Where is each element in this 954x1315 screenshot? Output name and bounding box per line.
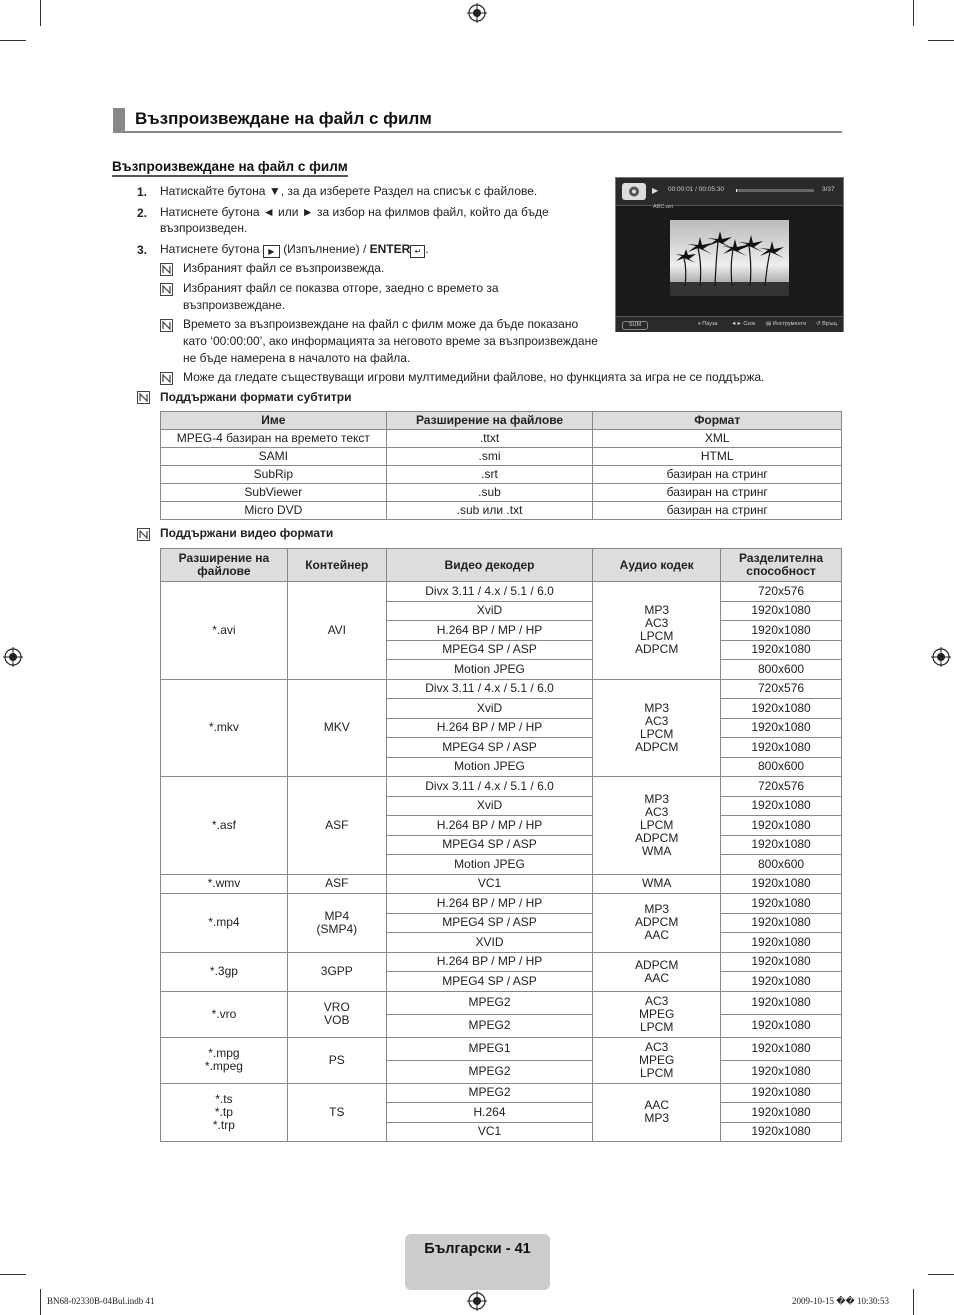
cell-decoder: MPEG4 SP / ASP — [386, 835, 593, 855]
cell-extension — [161, 777, 288, 875]
cell-extension — [161, 1083, 288, 1142]
subtitle-formats-table — [160, 411, 842, 520]
cell-audio — [593, 952, 721, 991]
cell-line: *.mpeg — [204, 1059, 243, 1073]
cell-decoder: Divx 3.11 / 4.x / 5.1 / 6.0 — [386, 582, 593, 602]
col-header-resolution: Разделителна способност — [721, 549, 842, 582]
cell-resolution: 1920x1080 — [721, 1122, 842, 1142]
cell-container — [287, 991, 386, 1037]
cell-extension — [161, 894, 288, 953]
cell-line: VRO — [323, 1000, 350, 1014]
cell-line: ADPCM — [635, 642, 679, 657]
cell-line: VOB — [324, 1013, 350, 1027]
cell-audio — [593, 1037, 721, 1083]
cell-line: AC3 — [645, 1039, 669, 1054]
page-title: Възпроизвеждане на файл с филм — [135, 109, 432, 128]
cell-line: MP4 — [324, 908, 350, 923]
col-header: Формат — [593, 412, 842, 430]
cell-decoder: H.264 BP / MP / HP — [386, 894, 593, 914]
note-icon — [137, 528, 150, 541]
cell-audio — [593, 1083, 721, 1142]
return-hint[interactable]: ↺ Връщ. — [816, 321, 839, 327]
table-cell: базиран на стринг — [593, 484, 842, 502]
cell-decoder: XVID — [386, 933, 593, 953]
cell-resolution: 720x576 — [721, 582, 842, 602]
cell-decoder: Divx 3.11 / 4.x / 5.1 / 6.0 — [386, 777, 593, 797]
cell-resolution: 1920x1080 — [721, 718, 842, 738]
video-frame-palm-trees — [670, 220, 789, 296]
step-number: 2. — [137, 206, 148, 220]
cell-resolution: 1920x1080 — [721, 816, 842, 836]
table-cell: .sub или .txt — [386, 502, 593, 520]
cell-audio — [593, 679, 721, 777]
table-cell: .sub — [386, 484, 593, 502]
registration-mark-icon — [3, 647, 23, 667]
player-top-bar — [616, 178, 843, 206]
cell-line: ASF — [325, 876, 349, 891]
skip-hint-label: Скок — [743, 321, 756, 327]
cell-decoder: Motion JPEG — [386, 855, 593, 875]
cell-line: MPEG — [639, 1006, 675, 1021]
table-cell: .smi — [386, 448, 593, 466]
cell-resolution: 1920x1080 — [721, 621, 842, 641]
cell-container — [287, 582, 386, 680]
col-header-container: Контейнер — [287, 549, 386, 582]
cell-line: *.avi — [212, 622, 236, 637]
cell-line: *.tp — [214, 1104, 233, 1119]
step-number: 3. — [137, 243, 148, 257]
note-icon — [160, 372, 173, 385]
note-text: като ‘00:00:00’, ако информацията за неговото време за възпроизвеждане — [183, 334, 598, 348]
cell-audio — [593, 991, 721, 1037]
cell-line: MP3 — [644, 700, 670, 715]
subtitle-formats-label: Поддържани формати субтитри — [160, 390, 352, 404]
cell-line: *.ts — [215, 1091, 233, 1106]
note-text: Избраният файл се показва отгоре, заедно с времето за — [183, 281, 499, 295]
cell-resolution: 1920x1080 — [721, 796, 842, 816]
cell-resolution: 1920x1080 — [721, 894, 842, 914]
cell-line: AC3 — [645, 616, 669, 631]
cell-line: LPCM — [640, 817, 674, 832]
cell-line: LPCM — [640, 726, 674, 741]
cell-line: ADPCM — [635, 739, 679, 754]
cell-decoder: H.264 — [386, 1103, 593, 1123]
cell-audio — [593, 894, 721, 953]
play-state-icon: ▶ — [652, 186, 659, 195]
table-row — [161, 952, 842, 972]
video-thumbnail-icon — [622, 183, 646, 200]
cell-resolution: 800x600 — [721, 757, 842, 777]
cell-line: MP3 — [644, 791, 670, 806]
cell-extension — [161, 582, 288, 680]
cell-decoder: MPEG2 — [386, 1014, 593, 1037]
return-hint-label: Връщ. — [822, 321, 839, 327]
cell-resolution: 1920x1080 — [721, 601, 842, 621]
step-text-part: Натиснете бутона — [160, 242, 260, 256]
cell-line: *.mp4 — [208, 915, 240, 930]
cell-decoder: MPEG4 SP / ASP — [386, 738, 593, 758]
cell-resolution: 1920x1080 — [721, 933, 842, 953]
cell-resolution: 1920x1080 — [721, 913, 842, 933]
cell-resolution: 1920x1080 — [721, 1014, 842, 1037]
player-screenshot — [615, 177, 844, 332]
cell-line: WMA — [642, 876, 672, 891]
table-row — [161, 777, 842, 797]
step-text: Натискайте бутона ▼, за да изберете Раздел на списък с файлове. — [160, 184, 538, 198]
cell-line: AC3 — [645, 713, 669, 728]
table-row — [161, 448, 842, 466]
cell-line: AC3 — [645, 993, 669, 1008]
pause-hint-label: Пауза — [702, 321, 718, 327]
cell-decoder: MPEG2 — [386, 991, 593, 1014]
cell-resolution: 1920x1080 — [721, 991, 842, 1014]
cell-line: PS — [328, 1052, 345, 1067]
crop-mark — [40, 1289, 41, 1315]
table-cell: XML — [593, 430, 842, 448]
cell-decoder: XviD — [386, 601, 593, 621]
table-row — [161, 582, 842, 602]
cell-line: ADPCM — [635, 957, 679, 972]
cell-extension — [161, 991, 288, 1037]
step-text — [160, 241, 429, 258]
col-header-audio: Аудио кодек — [593, 549, 721, 582]
cell-decoder: Motion JPEG — [386, 757, 593, 777]
cell-line: ASF — [325, 817, 349, 832]
cell-container — [287, 894, 386, 953]
cell-resolution: 1920x1080 — [721, 738, 842, 758]
note-text: Избраният файл се възпроизвежда. — [183, 261, 385, 275]
cell-extension — [161, 874, 288, 894]
table-cell: MPEG-4 базиран на времето текст — [161, 430, 387, 448]
table-row — [161, 679, 842, 699]
cell-resolution: 720x576 — [721, 777, 842, 797]
cell-resolution: 1920x1080 — [721, 1103, 842, 1123]
cell-decoder: MPEG4 SP / ASP — [386, 972, 593, 992]
table-cell: .srt — [386, 466, 593, 484]
cell-resolution: 1920x1080 — [721, 699, 842, 719]
enter-key-label: ENTER — [369, 242, 411, 256]
file-counter: 3/37 — [822, 186, 835, 193]
cell-line: *.vro — [211, 1006, 237, 1021]
col-header-decoder: Видео декодер — [386, 549, 593, 582]
cell-decoder: VC1 — [386, 874, 593, 894]
crop-mark — [40, 0, 41, 26]
table-row — [161, 502, 842, 520]
date-info: 2009-10-15 �� 10:30:53 — [792, 1296, 889, 1306]
cell-resolution: 1920x1080 — [721, 952, 842, 972]
crop-mark — [913, 1289, 914, 1315]
table-cell: Micro DVD — [161, 502, 387, 520]
cell-line: MPEG — [639, 1052, 675, 1067]
page-number: Български - 41 — [424, 1241, 531, 1257]
title-underline — [113, 131, 842, 133]
crop-mark — [928, 1274, 954, 1275]
cell-decoder: H.264 BP / MP / HP — [386, 816, 593, 836]
cell-line: AAC — [644, 970, 670, 985]
table-row — [161, 1083, 842, 1103]
cell-extension — [161, 952, 288, 991]
table-row — [161, 991, 842, 1014]
crop-mark — [0, 40, 26, 41]
table-cell: базиран на стринг — [593, 466, 842, 484]
table-row — [161, 894, 842, 914]
progress-track — [736, 189, 814, 192]
video-formats-table — [160, 548, 842, 1142]
cell-line: LPCM — [640, 1065, 674, 1080]
cell-line: LPCM — [640, 629, 674, 644]
col-header: Име — [161, 412, 387, 430]
cell-line: LPCM — [640, 1019, 674, 1034]
table-cell: SubRip — [161, 466, 387, 484]
table-row — [161, 1037, 842, 1060]
cell-line: ADPCM — [635, 915, 679, 930]
title-bar-accent — [113, 108, 125, 132]
cell-line: (SMP4) — [316, 921, 358, 936]
table-cell: HTML — [593, 448, 842, 466]
table-cell: базиран на стринг — [593, 502, 842, 520]
cell-container — [287, 1037, 386, 1083]
note-icon — [160, 263, 173, 276]
cell-line: AVI — [327, 622, 347, 637]
progress-fill — [736, 189, 737, 192]
registration-mark-icon — [931, 647, 951, 667]
cell-container — [287, 1083, 386, 1142]
cell-resolution: 1920x1080 — [721, 1083, 842, 1103]
play-button-icon: ▶ — [263, 245, 280, 258]
crop-mark — [0, 1274, 26, 1275]
table-cell: SubViewer — [161, 484, 387, 502]
cell-decoder: Motion JPEG — [386, 660, 593, 680]
cell-resolution: 1920x1080 — [721, 835, 842, 855]
cell-extension — [161, 1037, 288, 1083]
cell-container — [287, 952, 386, 991]
step-text-part: . — [425, 242, 429, 256]
cell-decoder: H.264 BP / MP / HP — [386, 718, 593, 738]
cell-decoder: Divx 3.11 / 4.x / 5.1 / 6.0 — [386, 679, 593, 699]
cell-decoder: MPEG1 — [386, 1037, 593, 1060]
step-text: възпроизведен. — [160, 221, 248, 235]
cell-line: AAC — [644, 928, 670, 943]
cell-line: *.3gp — [209, 964, 238, 978]
cell-resolution: 1920x1080 — [721, 1037, 842, 1060]
cell-container — [287, 679, 386, 777]
cell-line: *.mkv — [208, 720, 239, 735]
cell-decoder: XviD — [386, 699, 593, 719]
cell-line: MKV — [323, 720, 350, 735]
cell-line: TS — [329, 1104, 345, 1119]
enter-key-icon: ↵ — [410, 245, 425, 258]
cell-line: AAC — [644, 1098, 670, 1113]
cell-audio — [593, 874, 721, 894]
cell-decoder: H.264 BP / MP / HP — [386, 621, 593, 641]
tools-hint[interactable]: ▤ Инструменти — [766, 321, 807, 327]
table-row — [161, 874, 842, 894]
cell-decoder: MPEG4 SP / ASP — [386, 913, 593, 933]
cell-decoder: MPEG2 — [386, 1060, 593, 1083]
cell-line: AC3 — [645, 804, 669, 819]
step-text-part: (Изпълнение) / — [283, 242, 367, 256]
cell-decoder: MPEG2 — [386, 1083, 593, 1103]
cell-decoder: VC1 — [386, 1122, 593, 1142]
video-formats-label: Поддържани видео формати — [160, 526, 334, 540]
note-text: Може да гледате съществуващи игрови мултимедийни файлове, но функцията за игра не се поддържа. — [183, 370, 765, 384]
note-text: Времето за възпроизвеждане на файл с филм може да бъде показано — [183, 317, 579, 331]
cell-decoder: MPEG4 SP / ASP — [386, 640, 593, 660]
step-number: 1. — [137, 185, 148, 199]
cell-resolution: 720x576 — [721, 679, 842, 699]
note-text: не бъде намерена в началото на файла. — [183, 351, 411, 365]
cell-audio — [593, 777, 721, 875]
tools-hint-label: Инструменти — [772, 321, 807, 327]
col-header-extension: Разширение на файлове — [161, 549, 288, 582]
section-heading: Възпроизвеждане на файл с филм — [112, 159, 348, 177]
pause-hint[interactable]: ⏸ Пауза — [698, 321, 718, 327]
step-text: Натиснете бутона ◄ или ► за избор на филмов файл, който да бъде — [160, 205, 549, 219]
cell-line: *.trp — [212, 1117, 235, 1132]
file-name: ABC.avi — [653, 204, 673, 210]
cell-line: 3GPP — [320, 964, 353, 978]
cell-decoder: H.264 BP / MP / HP — [386, 952, 593, 972]
file-info: BN68-02330B-04Bul.indb 41 — [47, 1296, 155, 1306]
table-cell: SAMI — [161, 448, 387, 466]
cell-line: ADPCM — [635, 830, 679, 845]
cell-line: WMA — [642, 843, 672, 858]
cell-line: MP3 — [644, 1111, 670, 1126]
skip-hint[interactable]: ◄► Скок — [731, 321, 756, 327]
table-cell: .ttxt — [386, 430, 593, 448]
cell-extension — [161, 679, 288, 777]
note-icon — [160, 319, 173, 332]
sum-button[interactable]: SUM — [622, 321, 648, 330]
crop-mark — [928, 40, 954, 41]
cell-audio — [593, 582, 721, 680]
crop-mark — [913, 0, 914, 26]
cell-resolution: 800x600 — [721, 660, 842, 680]
table-row — [161, 466, 842, 484]
table-row — [161, 430, 842, 448]
note-icon — [160, 283, 173, 296]
table-row — [161, 484, 842, 502]
cell-resolution: 1920x1080 — [721, 874, 842, 894]
cell-resolution: 1920x1080 — [721, 640, 842, 660]
cell-line: *.mpg — [208, 1046, 240, 1060]
registration-mark-icon — [467, 1291, 487, 1311]
note-icon — [137, 391, 150, 404]
cell-line: *.asf — [211, 817, 236, 832]
cell-resolution: 800x600 — [721, 855, 842, 875]
cell-resolution: 1920x1080 — [721, 1060, 842, 1083]
note-text: възпроизвеждане. — [183, 298, 286, 312]
cell-line: MP3 — [644, 902, 670, 917]
cell-resolution: 1920x1080 — [721, 972, 842, 992]
registration-mark-icon — [467, 3, 487, 23]
cell-line: *.wmv — [207, 876, 241, 891]
cell-container — [287, 777, 386, 875]
cell-line: MP3 — [644, 603, 670, 618]
col-header: Разширение на файлове — [386, 412, 593, 430]
player-bottom-bar — [616, 316, 843, 332]
playback-time: 00:00:01 / 00:05:30 — [668, 186, 725, 193]
cell-container — [287, 874, 386, 894]
cell-decoder: XviD — [386, 796, 593, 816]
